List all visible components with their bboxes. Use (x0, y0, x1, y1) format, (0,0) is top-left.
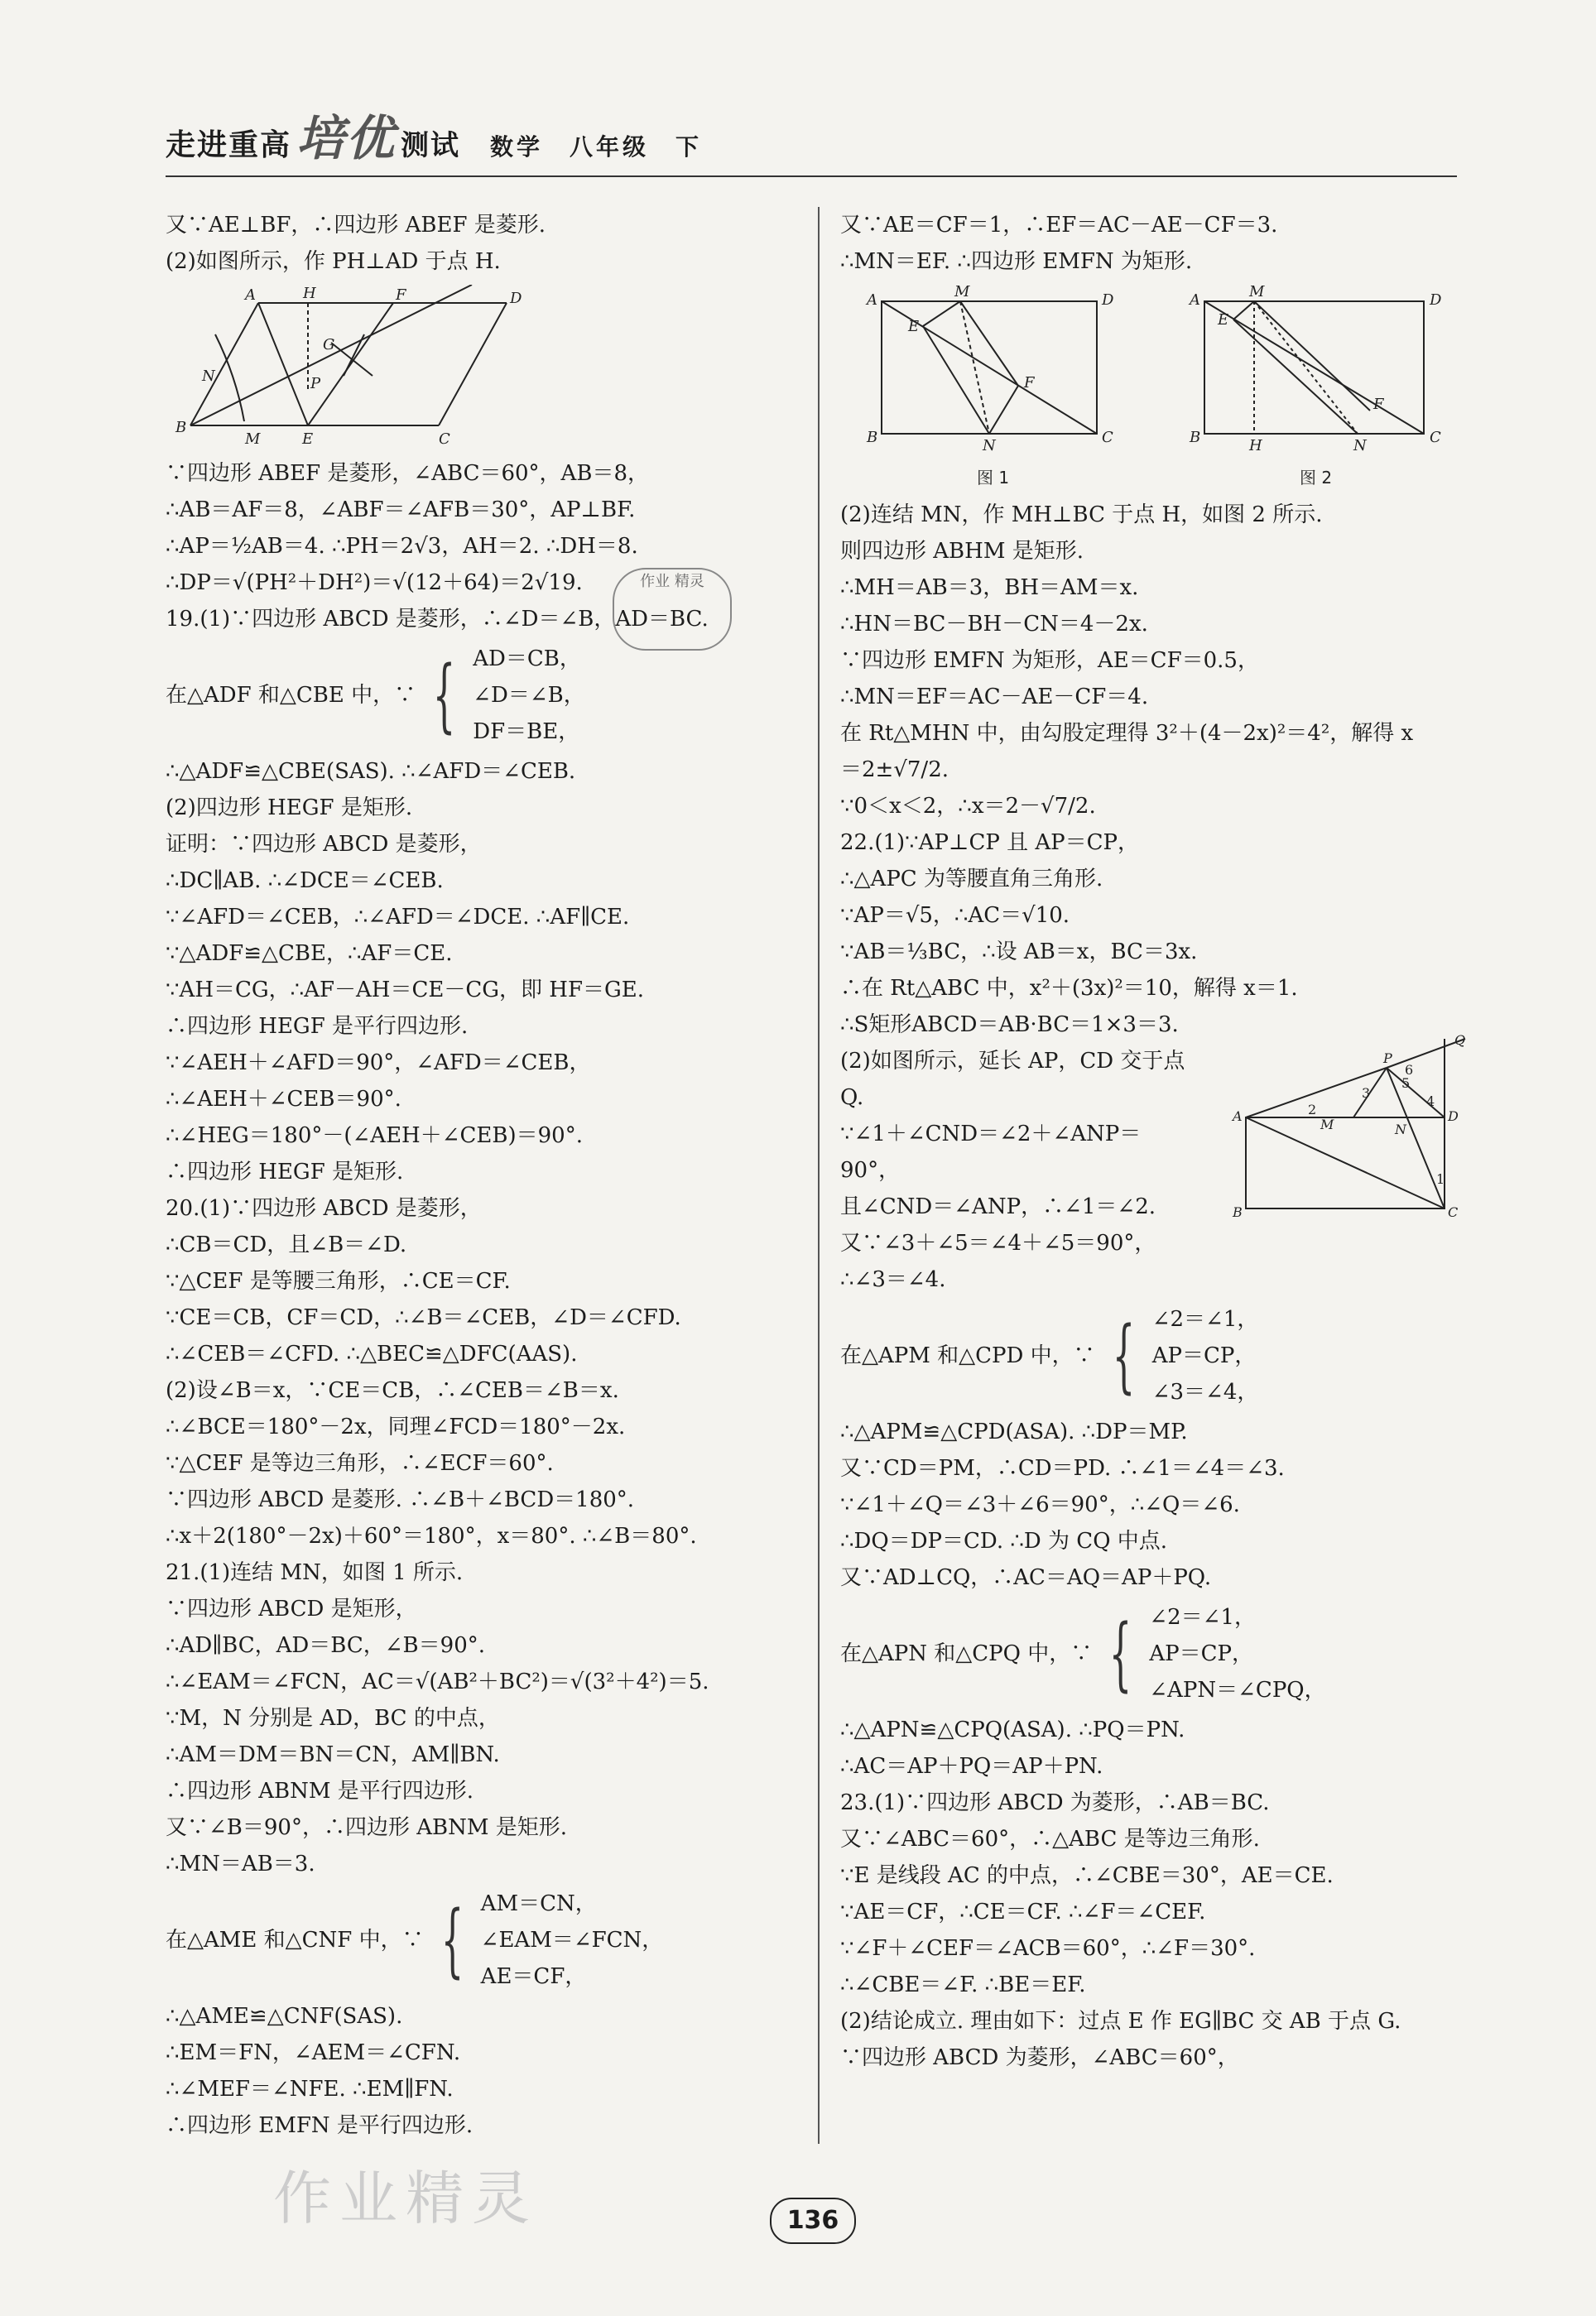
text-line: ∵AP＝√5，∴AC＝√10. (840, 903, 1070, 928)
text-line: 在 Rt△MHN 中，由勾股定理得 3²＋(4－2x)²＝4²，解得 x (840, 721, 1414, 746)
homework-stamp: 作业 精灵 (613, 568, 732, 651)
text-line: ∴DQ＝DP＝CD. ∴D 为 CQ 中点. (840, 1529, 1168, 1554)
text-line: ∴EM＝FN，∠AEM＝∠CFN. (166, 2040, 461, 2065)
brace-glyph: { (1112, 1309, 1135, 1402)
text-line: ∴△ADF≌△CBE(SAS). ∴∠AFD＝∠CEB. (166, 759, 576, 784)
brace-item: AP＝CP， (1151, 1343, 1257, 1368)
text-line: ∵∠AEH＋∠AFD＝90°，∠AFD＝∠CEB， (166, 1050, 591, 1075)
brace-item: ∠2＝∠1， (1151, 1307, 1259, 1332)
svg-text:E: E (908, 318, 920, 335)
brace-item: ∠3＝∠4， (1151, 1380, 1259, 1405)
svg-text:A: A (1190, 291, 1200, 309)
text-line: ∴AC＝AP＋PQ＝AP＋PN. (840, 1754, 1103, 1779)
text-line: ∴MN＝EF. ∴四边形 EMFN 为矩形. (840, 249, 1193, 274)
text-line: 则四边形 ABHM 是矩形. (840, 539, 1084, 564)
text-line: ∴△AME≌△CNF(SAS). (166, 2004, 403, 2029)
text-line: ∴四边形 HEGF 是矩形. (166, 1160, 404, 1184)
text-line: ∴x＋2(180°－2x)＋60°＝180°，x＝80°. ∴∠B＝80°. (166, 1524, 697, 1549)
watermark: 作业精灵 (273, 2165, 538, 2232)
text-line: ∵△ADF≌△CBE，∴AF＝CE. (166, 941, 453, 966)
brace-lead: 在△AME 和△CNF 中，∵ (166, 1928, 424, 1953)
text-line: 又∵∠ABC＝60°，∴△ABC 是等边三角形. (840, 1827, 1260, 1852)
svg-text:B: B (1233, 1204, 1243, 1217)
svg-text:N: N (983, 437, 996, 454)
svg-text:D: D (1448, 1108, 1459, 1124)
svg-text:F: F (1373, 396, 1384, 413)
text-line: 19.(1)∵四边形 ABCD 是菱形，∴∠D＝∠B，AD＝BC. (166, 607, 709, 632)
text-line: ＝2±√7/2. (840, 757, 949, 782)
brace-block (840, 1599, 1469, 1708)
text-line: ∴AB＝AF＝8，∠ABF＝∠AFB＝30°，AP⊥BF. (166, 497, 636, 522)
svg-text:P: P (310, 375, 321, 392)
text-line: 21.(1)连结 MN，如图 1 所示. (166, 1560, 464, 1585)
figure-label-1: 图 1 (977, 468, 1010, 488)
svg-text:D: D (1430, 291, 1442, 309)
svg-text:C: C (1430, 429, 1441, 446)
text-line: 又∵∠3＋∠5＝∠4＋∠5＝90°， (840, 1231, 1156, 1256)
text-line: ∵AE＝CF，∴CE＝CF. ∴∠F＝∠CEF. (840, 1900, 1206, 1924)
text-line: ∵CE＝CB，CF＝CD，∴∠B＝∠CEB，∠D＝∠CFD. (166, 1305, 681, 1330)
brace-item: AE＝CF， (480, 1964, 587, 1989)
text-line: 又∵AE＝CF＝1，∴EF＝AC－AE－CF＝3. (840, 213, 1278, 238)
text-line: (2)设∠B＝x，∵CE＝CB，∴∠CEB＝∠B＝x. (166, 1378, 619, 1403)
brace-lead: 在△APN 和△CPQ 中，∵ (840, 1641, 1093, 1666)
svg-text:Q: Q (1454, 1035, 1466, 1048)
text-line: ∴AP＝½AB＝4. ∴PH＝2√3，AH＝2. ∴DH＝8. (166, 534, 638, 559)
text-line: ∴∠3＝∠4. (840, 1267, 946, 1292)
svg-text:5: 5 (1401, 1075, 1411, 1091)
text-line: ∵∠AFD＝∠CEB，∴∠AFD＝∠DCE. ∴AF∥CE. (166, 905, 630, 930)
text-line: ∴∠AEH＋∠CEB＝90°. (166, 1087, 401, 1112)
text-line: ∴DC∥AB. ∴∠DCE＝∠CEB. (166, 868, 444, 893)
problem22-figure (1229, 1035, 1469, 1217)
text-line: ∴四边形 HEGF 是平行四边形. (166, 1014, 469, 1039)
left-column (166, 207, 795, 2144)
svg-text:A: A (1233, 1108, 1243, 1124)
text-line: ∵四边形 EMFN 为矩形，AE＝CF＝0.5， (840, 648, 1259, 673)
header-subject: 数学 八年级 下 (490, 133, 703, 161)
text-line: 又∵CD＝PM，∴CD＝PD. ∴∠1＝∠4＝∠3. (840, 1456, 1285, 1481)
brace-glyph: { (440, 1894, 464, 1987)
brace-item: ∠2＝∠1， (1149, 1605, 1256, 1630)
brace-item: ∠EAM＝∠FCN， (480, 1928, 664, 1953)
text-line: (2)四边形 HEGF 是矩形. (166, 795, 413, 820)
text-line: 证明：∵四边形 ABCD 是菱形， (166, 832, 482, 857)
text-line: 又∵AD⊥CQ，∴AC＝AQ＝AP＋PQ. (840, 1565, 1212, 1590)
svg-text:M: M (1249, 285, 1265, 300)
text-line: 22.(1)∵AP⊥CP 且 AP＝CP， (840, 830, 1140, 855)
svg-text:4: 4 (1426, 1093, 1435, 1109)
page-number: 136 (770, 2198, 856, 2244)
svg-text:M: M (954, 285, 970, 300)
text-line: ∵AH＝CG，∴AF－AH＝CE－CG，即 HF＝GE. (166, 978, 644, 1002)
brace-block (840, 1301, 1469, 1410)
text-line: ∴CB＝CD，且∠B＝∠D. (166, 1232, 407, 1257)
svg-text:B: B (1190, 429, 1201, 446)
svg-text:N: N (202, 368, 215, 385)
text-line: ∴AM＝DM＝BN＝CN，AM∥BN. (166, 1742, 500, 1767)
text-line: ∴∠CBE＝∠F. ∴BE＝EF. (840, 1972, 1086, 1997)
text-line: ∴AD∥BC，AD＝BC，∠B＝90°. (166, 1633, 486, 1658)
brace-glyph: { (1109, 1607, 1132, 1700)
brace-block (166, 641, 795, 750)
svg-text:M: M (1320, 1117, 1334, 1132)
text-line: ∴DP＝√(PH²＋DH²)＝√(12＋64)＝2√19. (166, 570, 583, 595)
text-line: ∴∠MEF＝∠NFE. ∴EM∥FN. (166, 2077, 454, 2102)
text-line: ∵∠1＋∠Q＝∠3＋∠6＝90°，∴∠Q＝∠6. (840, 1492, 1240, 1517)
text-line: (2)如图所示，延长 AP，CD 交于点 (840, 1049, 1185, 1074)
column-divider (818, 207, 820, 2144)
text-line: (2)结论成立. 理由如下：过点 E 作 EG∥BC 交 AB 于点 G. (840, 2009, 1401, 2034)
brace-item: AP＝CP， (1149, 1641, 1253, 1666)
text-line: ∴MN＝AB＝3. (166, 1852, 315, 1876)
text-line: ∵四边形 ABCD 为菱形，∠ABC＝60°， (840, 2045, 1239, 2070)
text-line: ∵0＜x＜2，∴x＝2－√7/2. (840, 794, 1096, 819)
text-line: ∵四边形 ABCD 是菱形. ∴∠B＋∠BCD＝180°. (166, 1487, 635, 1512)
svg-text:P: P (1383, 1050, 1392, 1066)
text-line: ∴∠BCE＝180°－2x，同理∠FCD＝180°－2x. (166, 1415, 626, 1439)
svg-text:3: 3 (1362, 1085, 1371, 1101)
svg-text:N: N (1395, 1122, 1406, 1137)
text-line: ∵四边形 ABCD 是矩形， (166, 1597, 417, 1622)
text-line: ∴△APM≌△CPD(ASA). ∴DP＝MP. (840, 1420, 1188, 1444)
brace-item: AM＝CN， (480, 1891, 597, 1916)
text-line: ∴△APN≌△CPQ(ASA). ∴PQ＝PN. (840, 1718, 1185, 1742)
rectangle-figures (840, 285, 1453, 492)
brace-lead: 在△APM 和△CPD 中，∵ (840, 1343, 1095, 1368)
header-title-part3: 测试 (401, 129, 461, 162)
svg-text:F: F (1024, 374, 1035, 392)
right-column (840, 207, 1469, 2076)
text-line: (2)如图所示，作 PH⊥AD 于点 H. (166, 249, 501, 274)
svg-text:C: C (1102, 429, 1113, 446)
text-line: ∵四边形 ABEF 是菱形，∠ABC＝60°，AB＝8， (166, 461, 649, 486)
text-line: ∴∠EAM＝∠FCN，AC＝√(AB²＋BC²)＝√(3²＋4²)＝5. (166, 1670, 709, 1694)
svg-text:E: E (302, 430, 314, 448)
text-line: ∴∠CEB＝∠CFD. ∴△BEC≌△DFC(AAS). (166, 1342, 578, 1367)
text-line: ∴S矩形ABCD＝AB·BC＝1×3＝3. (840, 1012, 1179, 1037)
text-line: 又∵∠B＝90°，∴四边形 ABNM 是矩形. (166, 1815, 568, 1840)
brace-item: ∠D＝∠B， (473, 683, 585, 708)
text-line: 又∵AE⊥BF，∴四边形 ABEF 是菱形. (166, 213, 546, 238)
svg-text:M: M (245, 430, 261, 448)
svg-text:A: A (245, 286, 256, 304)
svg-text:N: N (1353, 437, 1367, 454)
svg-text:F: F (396, 286, 406, 304)
rhombus-figure (166, 285, 596, 450)
svg-text:B: B (867, 429, 878, 446)
svg-text:B: B (175, 419, 187, 436)
text-line: ∵E 是线段 AC 的中点，∴∠CBE＝30°，AE＝CE. (840, 1863, 1334, 1888)
svg-text:2: 2 (1308, 1102, 1317, 1117)
brace-item: ∠APN＝∠CPQ， (1149, 1678, 1326, 1703)
header-title-part2: 培优 (296, 110, 397, 166)
text-line: 20.(1)∵四边形 ABCD 是菱形， (166, 1196, 482, 1221)
text-line: ∴四边形 ABNM 是平行四边形. (166, 1779, 474, 1804)
brace-lead: 在△ADF 和△CBE 中，∵ (166, 683, 416, 708)
text-line: 90°， (840, 1158, 901, 1183)
text-line: Q. (840, 1085, 864, 1110)
text-line: ∵∠F＋∠CEF＝∠ACB＝60°，∴∠F＝30°. (840, 1936, 1256, 1961)
svg-text:H: H (303, 285, 316, 302)
text-line: ∵△CEF 是等腰三角形，∴CE＝CF. (166, 1269, 511, 1294)
svg-text:6: 6 (1405, 1062, 1414, 1078)
text-line: ∵∠1＋∠CND＝∠2＋∠ANP＝ (840, 1122, 1142, 1146)
text-line: ∴四边形 EMFN 是平行四边形. (166, 2113, 474, 2138)
text-line: ∴MH＝AB＝3，BH＝AM＝x. (840, 575, 1139, 600)
brace-glyph: { (432, 649, 456, 742)
text-line: ∴△APC 为等腰直角三角形. (840, 867, 1103, 891)
text-line: ∵M，N 分别是 AD，BC 的中点， (166, 1706, 500, 1731)
figure-label-2: 图 2 (1300, 468, 1333, 488)
svg-text:1: 1 (1436, 1171, 1445, 1187)
text-line: ∵AB＝⅓BC，∴设 AB＝x，BC＝3x. (840, 939, 1198, 964)
svg-text:D: D (510, 290, 522, 307)
svg-text:C: C (1448, 1204, 1459, 1217)
brace-item: AD＝CB， (473, 646, 581, 671)
header-title-part1: 走进重高 (166, 128, 292, 162)
svg-text:G: G (323, 336, 335, 353)
text-line: ∴在 Rt△ABC 中，x²＋(3x)²＝10，解得 x＝1. (840, 976, 1298, 1001)
svg-text:A: A (867, 291, 877, 309)
text-line: ∴MN＝EF＝AC－AE－CF＝4. (840, 685, 1149, 709)
svg-text:D: D (1102, 291, 1114, 309)
text-line: 且∠CND＝∠ANP，∴∠1＝∠2. (840, 1194, 1156, 1219)
text-line: (2)连结 MN，作 MH⊥BC 于点 H，如图 2 所示. (840, 502, 1323, 527)
brace-block (166, 1886, 795, 1995)
brace-item: DF＝BE， (473, 719, 580, 744)
text-line: ∵△CEF 是等边三角形，∴∠ECF＝60°. (166, 1451, 554, 1476)
svg-text:E: E (1218, 311, 1229, 329)
text-line: 23.(1)∵四边形 ABCD 为菱形，∴AB＝BC. (840, 1790, 1270, 1815)
page-header (166, 99, 703, 166)
svg-text:H: H (1249, 437, 1262, 454)
svg-text:C: C (439, 430, 450, 448)
text-line: ∴∠HEG＝180°－(∠AEH＋∠CEB)＝90°. (166, 1123, 583, 1148)
header-rule (166, 175, 1457, 177)
text-line: ∴HN＝BC－BH－CN＝4－2x. (840, 612, 1148, 637)
